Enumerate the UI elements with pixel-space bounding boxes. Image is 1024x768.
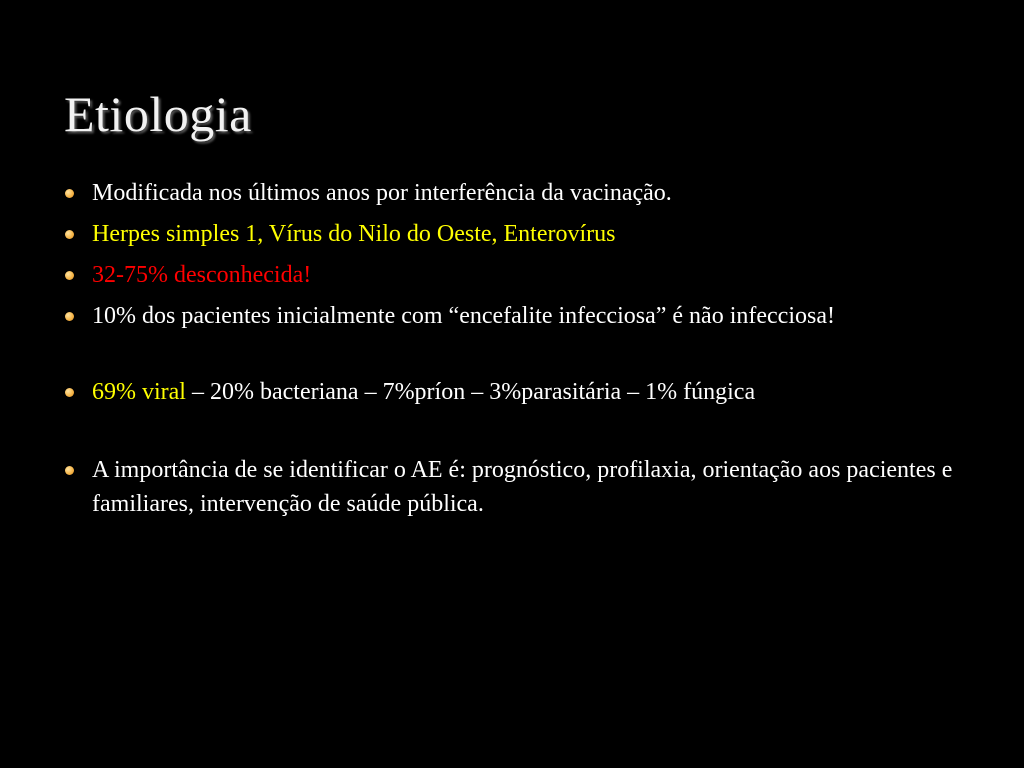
bullet-item-importance: [64, 453, 964, 521]
bullet-text: 10% dos pacientes inicialmente com “encefalite infecciosa” é não infecciosa!: [92, 303, 835, 329]
bullet-dot-icon: [65, 466, 74, 475]
bullet-text: – 20% bacteriana – 7%príon – 3%parasitária – 1% fúngica: [185, 379, 756, 405]
bullet-dot-icon: [65, 312, 74, 321]
bullet-item-unknown: [64, 258, 964, 292]
slide-title: Etiologia: [64, 86, 252, 142]
bullet-item-non-infectious: [64, 299, 964, 333]
bullet-text: A importância de se identificar o AE é: prognóstico, profilaxia, orientação aos pacientes e familiares, intervenção de saúde pública.: [92, 457, 953, 517]
bullet-item-viruses: [64, 217, 964, 251]
bullet-text: Modificada nos últimos anos por interferência da vacinação.: [92, 180, 672, 206]
bullet-dot-icon: [65, 388, 74, 397]
bullet-item-vaccination: [64, 176, 964, 210]
bullet-dot-icon: [65, 271, 74, 280]
bullet-text: Herpes simples 1, Vírus do Nilo do Oeste, Enterovírus: [92, 221, 616, 247]
bullet-text: 32-75% desconhecida!: [92, 262, 312, 288]
bullet-item-distribution: [64, 375, 964, 409]
bullet-dot-icon: [65, 230, 74, 239]
bullet-dot-icon: [65, 189, 74, 198]
bullet-text-highlight: 69% viral: [92, 379, 186, 405]
bullet-list: [64, 176, 964, 528]
